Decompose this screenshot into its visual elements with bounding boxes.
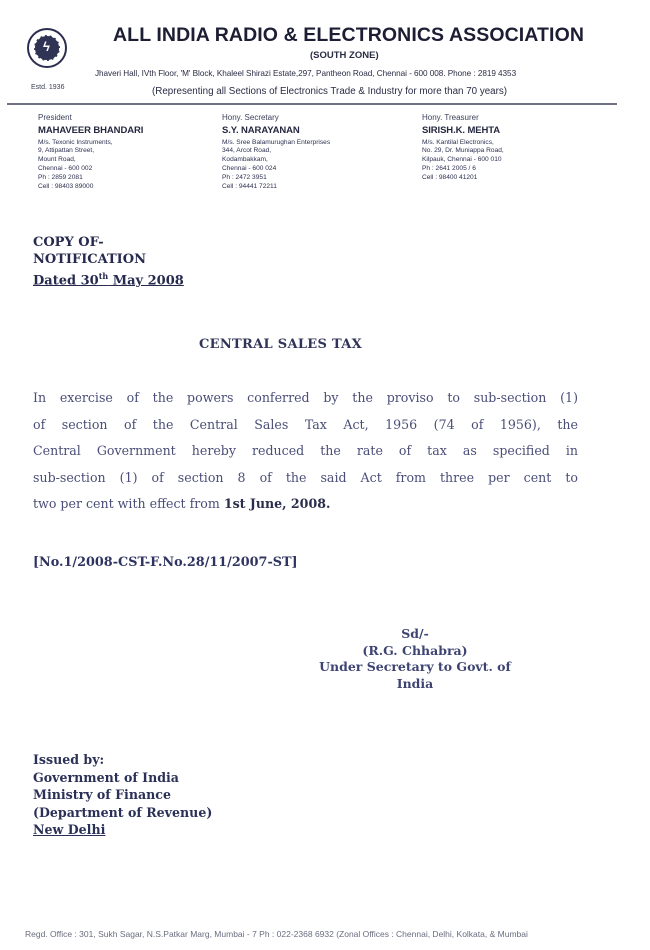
bearer-name: MAHAVEER BHANDARI [38,124,144,136]
body-line-final [33,491,578,518]
notification-reference-number: [No.1/2008-CST-F.No.28/11/2007-ST] [33,555,298,570]
association-logo-seal [27,28,67,68]
bearer-address-line: 9, Attipattan Street, [38,147,95,155]
notification-body [33,385,578,518]
bearer-name: SIRISH.K. MEHTA [422,124,501,136]
signatory-designation: Under Secretary to Govt. of [319,659,511,674]
bearer-phone: Ph : 2641 2005 / 6 [422,164,476,172]
bearer-address-line: Chennai - 600 024 [222,164,277,172]
notification-title: CENTRAL SALES TAX [199,337,363,352]
logo-inner-emblem [34,35,60,61]
bearer-address-line: M/s. Kantilal Electronics, [422,138,494,146]
organization-name: ALL INDIA RADIO & ELECTRONICS ASSOCIATION [113,24,585,46]
established-year: Estd. 1936 [31,84,65,91]
bearer-role: President [38,113,72,122]
bearer-role: Hony. Treasurer [422,113,479,122]
copy-of-notification-heading [33,234,184,289]
signature-block [300,626,530,692]
bearer-phone: Ph : 2472 3951 [222,173,267,181]
issued-by-label: Issued by: [33,752,105,767]
date-prefix: Dated 30 [33,273,99,289]
lightning-bolt-icon: ϟ [43,39,50,54]
issuer-line: Ministry of Finance [33,787,171,802]
bearer-address-line: M/s. Texonic Instruments, [38,138,113,146]
bearer-address-line: Mount Road, [38,156,76,164]
bearer-address-line: Kodambakkam, [222,156,268,164]
office-bearer-president [38,114,143,191]
bearer-address-line: 344, Arcot Road, [222,147,272,155]
signed-mark: Sd/- [401,626,429,641]
bearer-address-line: No. 29, Dr. Muniappa Road, [422,147,504,155]
header-divider [7,103,617,105]
signatory-name: (R.G. Chhabra) [362,642,468,658]
office-bearer-secretary [222,114,330,191]
notification-date [33,268,184,289]
zone-label: (SOUTH ZONE) [310,50,379,61]
bearer-phone: Ph : 2859 2081 [38,173,83,181]
issuer-line: Government of India [33,769,179,785]
letterhead-tagline: (Representing all Sections of Electronics Trade & Industry for more than 70 years) [152,86,508,97]
issuer-city: New Delhi [33,822,106,837]
bearer-address-line: M/s. Sree Balamurughan Enterprises [222,138,331,146]
issuer-line: (Department of Revenue) [33,804,213,820]
issued-by-block [33,751,212,839]
bearer-address-line: Chennai - 600 002 [38,164,93,172]
bearer-role: Hony. Secretary [222,113,279,122]
notification-label: NOTIFICATION [33,252,146,267]
bearer-address-line: Kilpauk, Chennai - 600 010 [422,156,502,164]
body-final-text: two per cent with effect from [33,496,224,511]
effective-date: 1st June, 2008. [223,496,331,511]
bearer-cell: Cell : 98403 89000 [38,182,94,190]
office-bearer-treasurer [422,114,504,183]
body-line: of section of the Central Sales Tax Act, 1956 (74 of 1956), the [33,416,578,432]
copy-of-label: COPY OF- [33,235,104,250]
bearer-cell: Cell : 94441 72211 [222,182,277,190]
registered-office-footer: Regd. Office : 301, Sukh Sagar, N.S.Patkar Marg, Mumbai - 7 Ph : 022-2368 6932 (Zonal Offices : Chennai, Delhi, Kolkata, & Mumbai [25,929,528,939]
date-ordinal: th [98,271,109,281]
bearer-name: S.Y. NARAYANAN [222,124,300,136]
letterhead-address: Jhaveri Hall, IVth Floor, 'M' Block, Khaleel Shirazi Estate,297, Pantheon Road, Chennai - 600 008. Phone : 2819 4353 [95,69,517,78]
body-line: Central Government hereby reduced the rate of tax as specified in [33,443,578,458]
signatory-designation-cont: India [396,675,434,691]
bearer-cell: Cell : 98400 41201 [422,173,478,181]
body-line: sub-section (1) of section 8 of the said Act from three per cent to [33,469,578,485]
date-suffix: May 2008 [108,273,184,289]
body-line: In exercise of the powers conferred by the proviso to sub-section (1) [33,390,578,405]
